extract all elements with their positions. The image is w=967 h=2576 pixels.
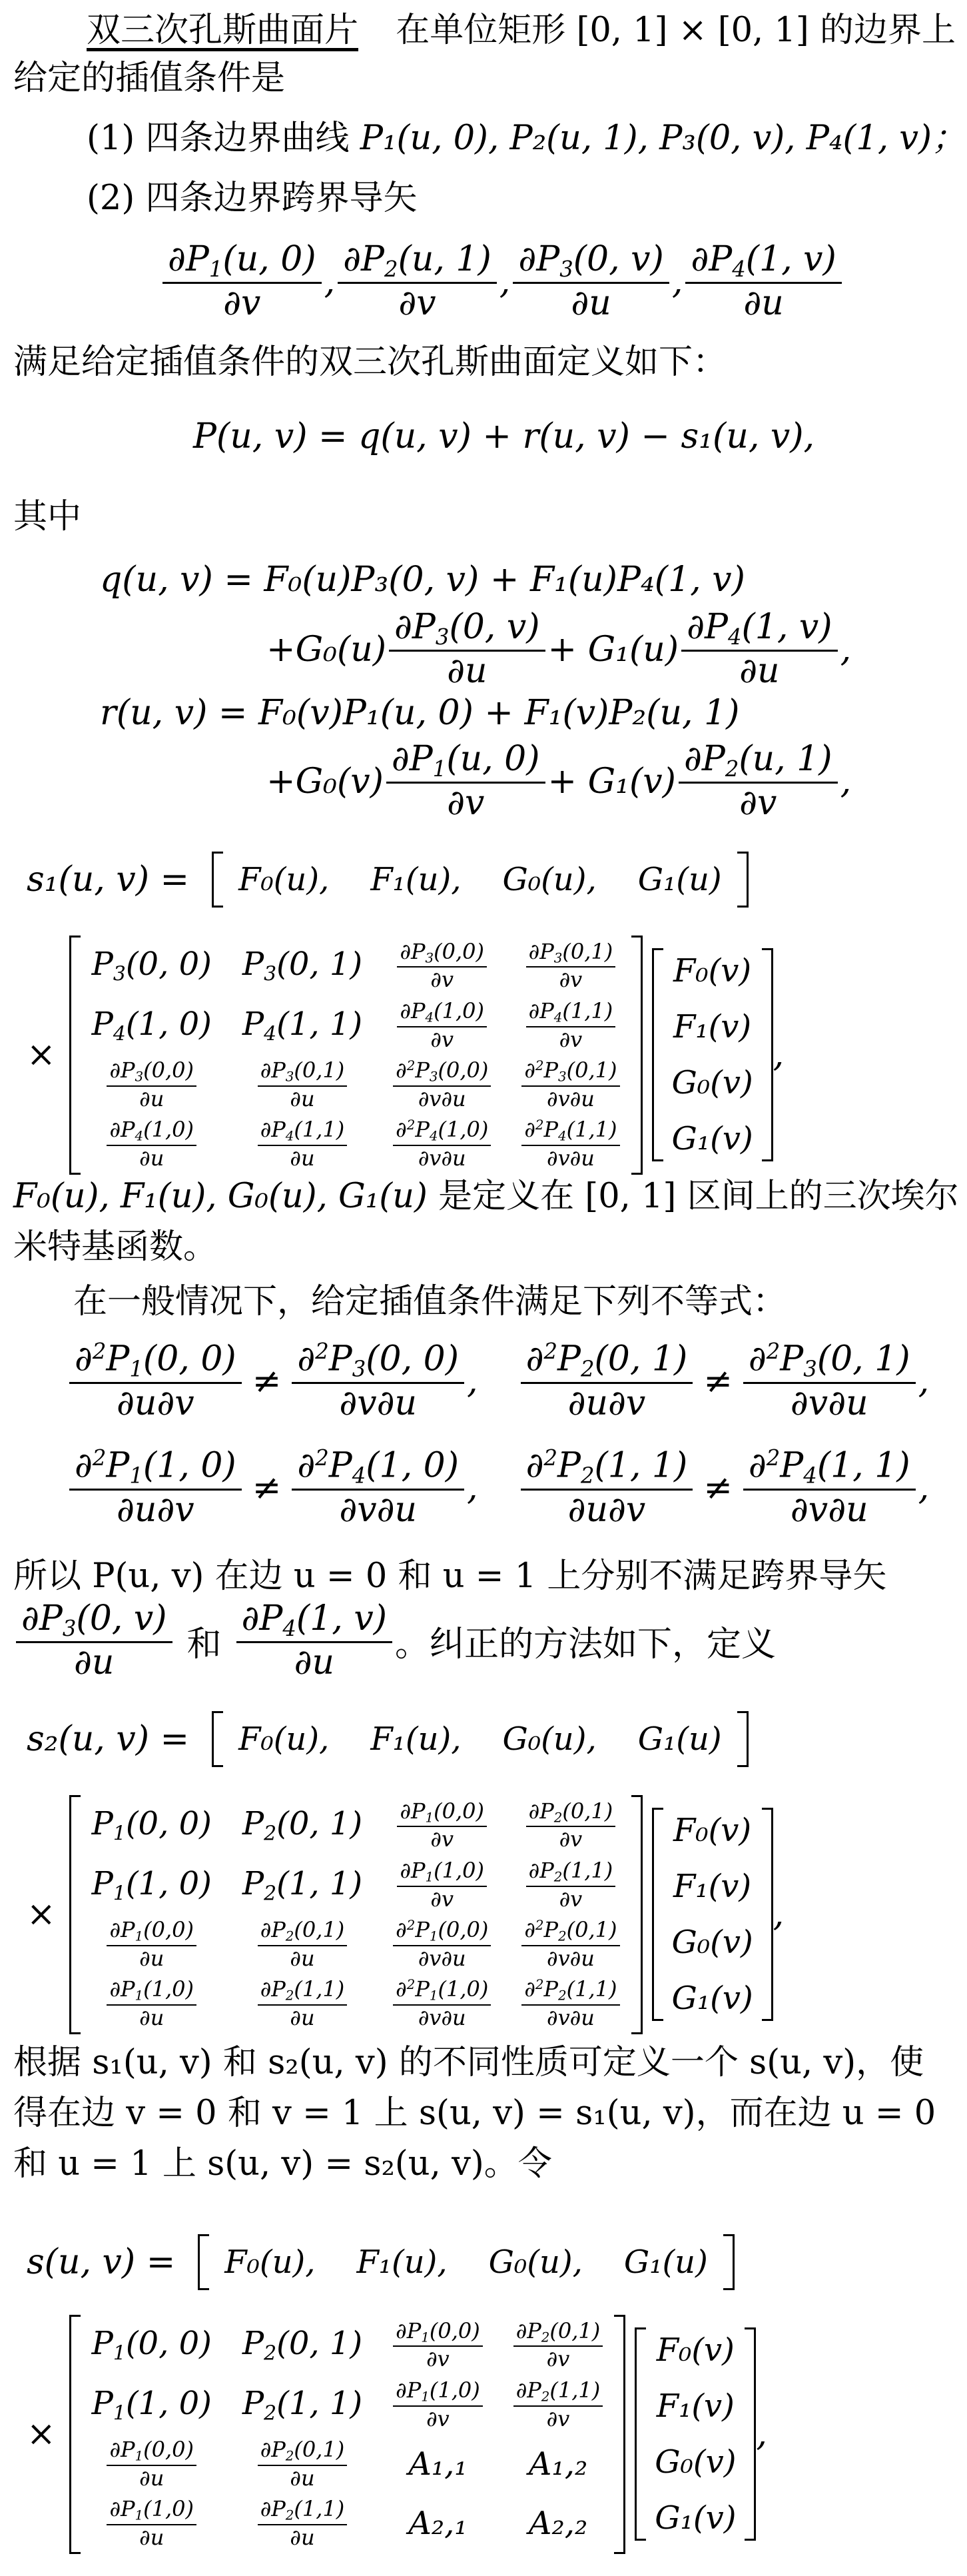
fraction: $\frac{\partial P_1(u, 0)}{\partial v}$: [386, 740, 545, 824]
basis-column-vector: [652, 1812, 773, 2017]
s1-matrix-product: [27, 940, 784, 1171]
neq: ≠: [252, 1468, 282, 1509]
basis-functions: F₀(u), F₁(u), G₀(u), G₁(u): [13, 1177, 428, 1216]
term: + G₁(u): [547, 629, 679, 670]
q-equation-line-2: +G₀(u) $\frac{\partial P_3(0, v)}{\partial u}$ + G₁(u) $\frac{\partial P_4(1, v)}{\partial u}$ ,: [266, 607, 852, 692]
fraction: $\frac{\partial P_4(1, v)}{\partial u}$: [681, 608, 838, 692]
s1-row: [27, 860, 749, 900]
times-sign: ×: [27, 2414, 56, 2455]
fraction: $\frac{\partial P_3(0, v)}{\partial u}$: [513, 240, 669, 324]
term-coons-patch: 双三次孔斯曲面片: [87, 11, 359, 50]
cell: G₀(v): [671, 1064, 753, 1102]
according-line-1: 根据 s₁(u, v) 和 s₂(u, v) 的不同性质可定义一个 s(u, v)，使: [13, 2043, 924, 2082]
basis-row-vector: [212, 861, 749, 898]
according-line-3: 和 u = 1 上 s(u, v) = s₂(u, v)。令: [13, 2144, 552, 2184]
term: +G₀(v): [266, 761, 384, 802]
neq: ≠: [703, 1468, 733, 1509]
cell: F₀(u),: [238, 1720, 330, 1758]
basis-line-1: [13, 1173, 959, 1221]
main-equation: P(u, v) = q(u, v) + r(u, v) − s₁(u, v),: [193, 416, 815, 456]
cell: F₁(u),: [370, 1720, 462, 1758]
basis-line-2: 米特基函数。: [13, 1227, 218, 1267]
cell: G₁(v): [671, 1980, 753, 2018]
cell: F₀(u),: [238, 861, 330, 898]
neq: ≠: [703, 1361, 733, 1402]
fraction: $\frac{\partial P_2(u, 1)}{\partial v}$: [679, 740, 838, 824]
fraction: $\frac{\partial P_3(0, v)}{\partial u}$: [389, 608, 545, 692]
s2-lhs: s₂(u, v) =: [27, 1719, 190, 1759]
according-line-2: 得在边 v = 0 和 v = 1 上 s(u, v) = s₁(u, v)，而在边 u = 0: [13, 2094, 936, 2133]
condition-2: (2) 四条边界跨界导矢: [87, 179, 418, 218]
where-line: 其中: [13, 497, 82, 536]
cell: G₁(u): [623, 2244, 708, 2281]
intro-line-1-rest: 在单位矩形 [0, 1] × [0, 1] 的边界上: [396, 11, 956, 50]
term: + G₁(v): [547, 761, 676, 802]
cell: F₀(v): [656, 2331, 735, 2369]
cross-derivatives: $\frac{\partial P_1(u, 0)}{\partial v}$ , $\frac{\partial P_2(u, 1)}{\partial v}$ , $\frac{\partial P_3(0, v)}{\partial u}$ , $\frac{\partial P_4(1, v)}{\partial u}$: [160, 240, 844, 324]
cell-a11: A₁,₁: [408, 2445, 468, 2483]
condition-1: [87, 115, 967, 163]
s2-row: [27, 1719, 749, 1759]
cell: F₁(v): [673, 1868, 752, 1906]
condition-1-math: P₁(u, 0), P₂(u, 1), P₃(0, v), P₄(1, v)；: [360, 119, 966, 158]
neq: ≠: [252, 1361, 282, 1402]
condition-1-label: (1) 四条边界曲线: [87, 119, 350, 158]
basis-column-vector: [635, 2331, 756, 2537]
cell: G₁(u): [637, 1720, 722, 1758]
s-row: [27, 2242, 735, 2282]
times-sign: ×: [27, 1894, 56, 1935]
s-coefficient-matrix: $P_1(0$, 0) $P_2(0$, 1) $\frac{\partial P_1(0,0)}{\partial v}$ $\frac{\partial P_2(0,1)}{\partial v}$ $P_1(1$, 0) $P_2(1$, 1) $\frac{\partial P_1(1,0)}{\partial v}$ $\frac{\partial P_2(1,1)}{\partial v}$ $\frac{\partial P_1(0,0)}{\partial u}$ $\frac{\partial P_2(0,1)}{\partial u}$ A₁,₁ A₁,₂ $\frac{\partial P_1(1,0)}{\partial u}$ $\frac{\partial P_2(1,1)}{\partial u}$ A₂,₁ A₂,₂: [69, 2319, 626, 2550]
s2-coefficient-matrix: $P_1(0$, 0) $P_2(0$, 1) $\frac{\partial P_1(0,0)}{\partial v}$ $\frac{\partial P_2(0,1)}{\partial v}$ $P_1(1$, 0) $P_2(1$, 1) $\frac{\partial P_1(1,0)}{\partial v}$ $\frac{\partial P_2(1,1)}{\partial v}$ $\frac{\partial P_1(0,0)}{\partial u}$ $\frac{\partial P_2(0,1)}{\partial u}$ $\frac{\partial^2P_1(0,0)}{\partial v\partial u}$ $\frac{\partial^2P_2(0,1)}{\partial v\partial u}$ $\frac{\partial P_1(1,0)}{\partial u}$ $\frac{\partial P_2(1,1)}{\partial u}$ $\frac{\partial^2P_1(1,0)}{\partial v\partial u}$ $\frac{\partial^2P_2(1,1)}{\partial v\partial u}$: [69, 1799, 643, 2030]
basis-text: 是定义在 [0, 1] 区间上的三次埃尔: [438, 1177, 959, 1216]
cell: F₁(u),: [356, 2244, 448, 2281]
cell: G₀(v): [671, 1924, 753, 1962]
intro-line-1: [13, 7, 954, 55]
term: +G₀(u): [266, 629, 387, 670]
s1-coefficient-matrix: $P_3(0$, 0) $P_3(0$, 1) $\frac{\partial P_3(0,0)}{\partial v}$ $\frac{\partial P_3(0,1)}{\partial v}$ $P_4(1$, 0) $P_4(1$, 1) $\frac{\partial P_4(1,0)}{\partial v}$ $\frac{\partial P_4(1,1)}{\partial v}$ $\frac{\partial P_3(0,0)}{\partial u}$ $\frac{\partial P_3(0,1)}{\partial u}$ $\frac{\partial^2P_3(0,0)}{\partial v\partial u}$ $\frac{\partial^2P_3(0,1)}{\partial v\partial u}$ $\frac{\partial P_4(1,0)}{\partial u}$ $\frac{\partial P_4(1,1)}{\partial u}$ $\frac{\partial^2P_4(1,0)}{\partial v\partial u}$ $\frac{\partial^2P_4(1,1)}{\partial v\partial u}$: [69, 940, 643, 1171]
s-lhs: s(u, v) =: [27, 2242, 176, 2282]
cell: F₀(u),: [224, 2244, 316, 2281]
and-text: 和: [186, 1624, 222, 1665]
s-matrix-product: [27, 2319, 767, 2550]
cell: G₀(v): [655, 2443, 737, 2481]
cell: G₁(u): [637, 861, 722, 898]
r-equation-line-2: +G₀(v) $\frac{\partial P_1(u, 0)}{\partial v}$ + G₁(v) $\frac{\partial P_2(u, 1)}{\partial v}$ ,: [266, 739, 852, 824]
cell-a21: A₂,₁: [408, 2505, 468, 2543]
s2-matrix-product: [27, 1799, 784, 2030]
cell: F₁(v): [673, 1008, 752, 1046]
comma: ,: [773, 1035, 785, 1075]
cell: F₀(v): [673, 1812, 752, 1850]
cell: G₀(u),: [488, 2244, 583, 2281]
general-case-line: 在一般情况下，给定插值条件满足下列不等式：: [73, 1282, 787, 1321]
cell: G₀(u),: [502, 861, 597, 898]
so-line-2: $\frac{\partial P_3(0, v)}{\partial u}$ 和 $\frac{\partial P_4(1, v)}{\partial u}$ 。纠正的方法如下，定义: [13, 1599, 776, 1683]
cell: F₁(v): [656, 2387, 735, 2425]
cell-a22: A₂,₂: [528, 2505, 588, 2543]
times-sign: ×: [27, 1035, 56, 1075]
inequalities-row-1: $\frac{\partial^2P_1(0, 0)}{\partial u\partial v}$ ≠ $\frac{\partial^2P_3(0, 0)}{\partial v\partial u}$ , $\frac{\partial^2P_2(0, 1)}{\partial u\partial v}$ ≠ $\frac{\partial^2P_3(0, 1)}{\partial v\partial u}$ ,: [67, 1339, 929, 1424]
r-equation-line-1: r(u, v) = F₀(v)P₁(u, 0) + F₁(v)P₂(u, 1): [100, 693, 740, 733]
comma: ,: [773, 1894, 785, 1935]
cell-a12: A₁,₂: [528, 2445, 588, 2483]
cell: F₀(v): [673, 952, 752, 990]
inequalities-row-2: $\frac{\partial^2P_1(1, 0)}{\partial u\partial v}$ ≠ $\frac{\partial^2P_4(1, 0)}{\partial v\partial u}$ , $\frac{\partial^2P_2(1, 1)}{\partial u\partial v}$ ≠ $\frac{\partial^2P_4(1, 1)}{\partial v\partial u}$ ,: [67, 1446, 929, 1531]
fraction: $\frac{\partial P_4(1, v)}{\partial u}$: [685, 240, 842, 324]
cell: G₁(v): [655, 2499, 737, 2537]
so-line-2-rest: 。纠正的方法如下，定义: [395, 1624, 777, 1665]
s1-lhs: s₁(u, v) =: [27, 860, 190, 900]
so-line-1: 所以 P(u, v) 在边 u = 0 和 u = 1 上分别不满足跨界导矢: [13, 1557, 887, 1596]
cell: G₁(v): [671, 1120, 753, 1158]
basis-row-vector: [198, 2244, 735, 2281]
cell: F₁(u),: [370, 861, 462, 898]
intro-line-2: 给定的插值条件是: [13, 59, 286, 98]
q-equation-line-1: q(u, v) = F₀(u)P₃(0, v) + F₁(u)P₄(1, v): [100, 560, 745, 600]
cell: G₀(u),: [502, 1720, 597, 1758]
definition-line: 满足给定插值条件的双三次孔斯曲面定义如下：: [13, 342, 727, 382]
fraction: $\frac{\partial P_1(u, 0)}{\partial v}$: [162, 240, 322, 324]
basis-column-vector: [652, 952, 773, 1157]
comma: ,: [756, 2414, 767, 2455]
fraction: $\frac{\partial P_2(u, 1)}{\partial v}$: [338, 240, 497, 324]
basis-row-vector: [212, 1720, 749, 1758]
